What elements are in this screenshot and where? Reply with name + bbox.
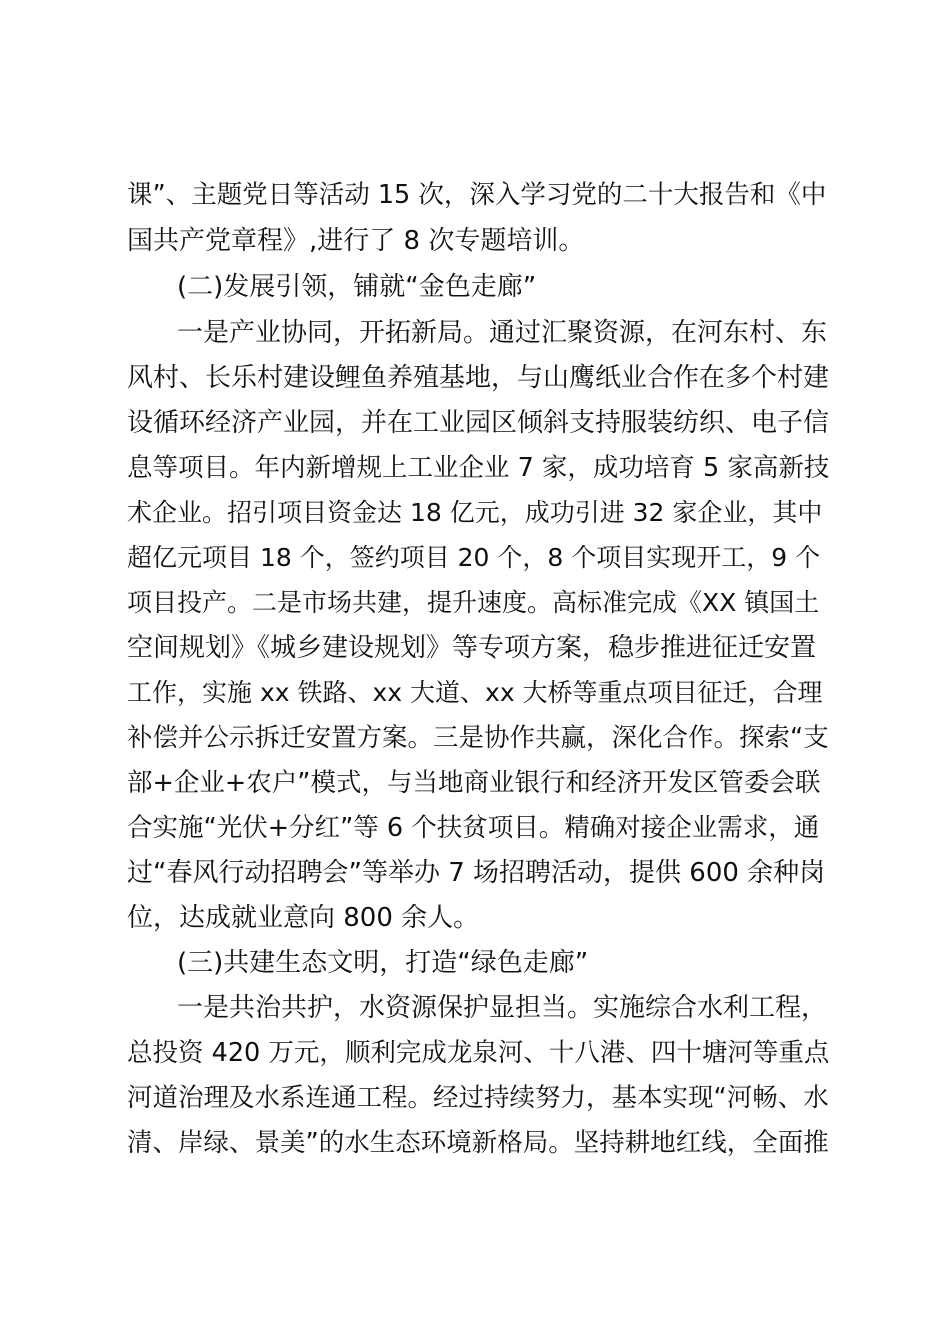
paragraph-start: 一是共治共护，水资源保护显担当。实施综合水利工程， [177, 993, 828, 1023]
text-line: 超亿元项目 18 个，签约项目 20 个，8 个项目实现开工，9 个 [127, 543, 821, 572]
text-line: 河道治理及水系连通工程。经过持续努力，基本实现“河畅、水 [127, 1083, 829, 1113]
text-line: 术企业。招引项目资金达 18 亿元，成功引进 32 家企业，其中 [127, 498, 823, 527]
text-line: 工作，实施 xx 铁路、xx 大道、xx 大桥等重点项目征迁，合理 [127, 678, 823, 707]
text-line: 空间规划》《城乡建设规划》等专项方案，稳步推进征迁安置 [127, 633, 817, 663]
text-line: 项目投产。二是市场共建，提升速度。高标准完成《XX 镇国土 [127, 588, 820, 617]
section-heading: (二)发展引领，铺就“金色走廊” [177, 272, 537, 302]
text-line: 清、岸绿、景美”的水生态环境新格局。坚持耕地红线，全面推 [127, 1128, 829, 1158]
text-line: 风村、长乐村建设鲤鱼养殖基地，与山鹰纸业合作在多个村建 [127, 363, 830, 393]
paragraph-start: 一是产业协同，开拓新局。通过汇聚资源，在河东村、东 [177, 318, 828, 348]
text-line: 息等项目。年内新增规上工业企业 7 家，成功培育 5 家高新技 [127, 453, 830, 483]
text-line: 总投资 420 万元，顺利完成龙泉河、十八港、四十塘河等重点 [127, 1038, 830, 1068]
text-line: 课”、主题党日等活动 15 次，深入学习党的二十大报告和《中 [127, 180, 827, 210]
section-heading: (三)共建生态文明，打造“绿色走廊” [177, 948, 589, 978]
text-line: 部+企业+农户”模式，与当地商业银行和经济开发区管委会联 [127, 768, 821, 798]
text-line: 补偿并公示拆迁安置方案。三是协作共赢，深化合作。探索“支 [127, 723, 829, 753]
text-line: 合实施“光伏+分红”等 6 个扶贫项目。精确对接企业需求，通 [127, 813, 820, 843]
text-line: 设循环经济产业园，并在工业园区倾斜支持服装纺织、电子信 [127, 408, 830, 438]
text-line: 国共产党章程》,进行了 8 次专题培训。 [127, 226, 585, 256]
text-line: 位，达成就业意向 800 余人。 [127, 903, 480, 933]
text-line: 过“春风行动招聘会”等举办 7 场招聘活动，提供 600 余种岗 [127, 858, 826, 888]
